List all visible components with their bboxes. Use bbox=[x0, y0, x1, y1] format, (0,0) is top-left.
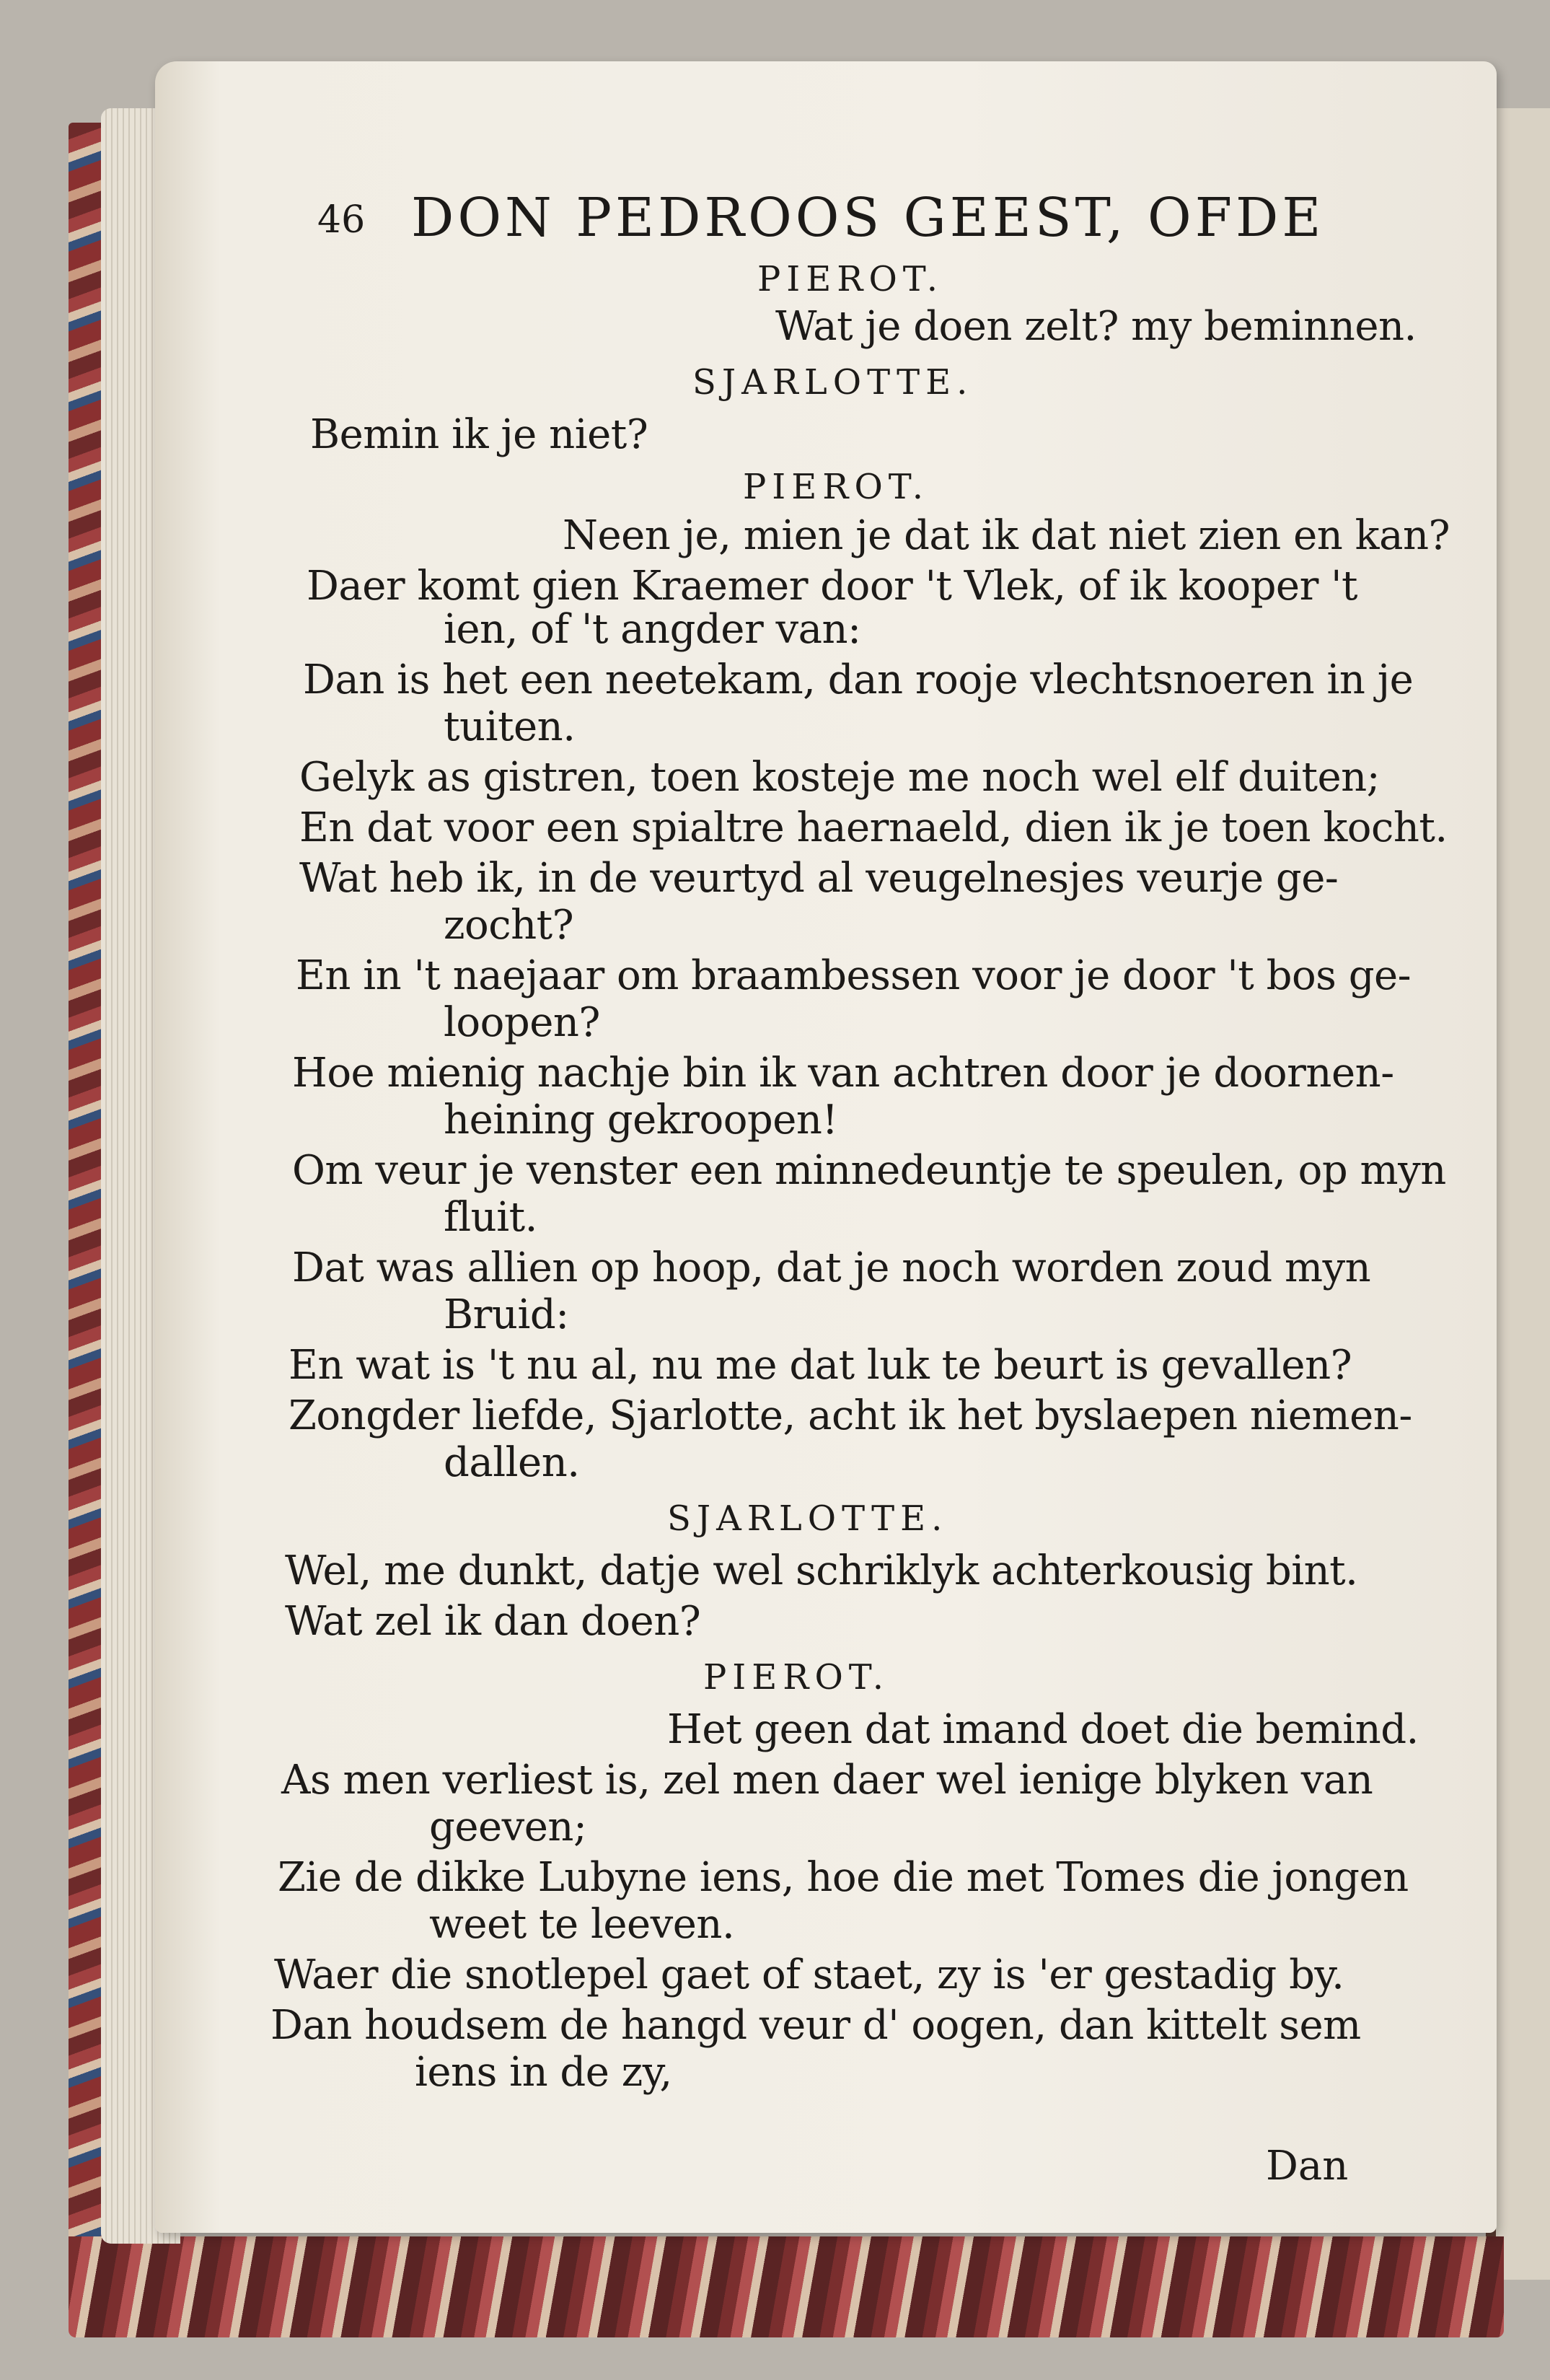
verse-turnover: tuiten. bbox=[444, 703, 576, 750]
verse-line: Waer die snotlepel gaet of staet, zy is 'er gestadig by. bbox=[274, 1951, 1344, 1998]
verse-turnover: geeven; bbox=[429, 1804, 587, 1850]
catchword: Dan bbox=[1266, 2143, 1349, 2190]
verse-line: Om veur je venster een minnedeuntje te speulen, op myn bbox=[292, 1147, 1446, 1194]
verse-turnover: loopen? bbox=[444, 999, 600, 1046]
verse-line: Hoe mienig nachje bin ik van achtren door je doornen- bbox=[292, 1050, 1394, 1097]
verse-line: Wat je doen zelt? my beminnen. bbox=[775, 303, 1417, 350]
verse-turnover: Bruid: bbox=[444, 1291, 569, 1338]
verse-line: Daer komt gien Kraemer door 't Vlek, of ik kooper 't bbox=[307, 563, 1358, 610]
verse-line: Gelyk as gistren, toen kosteje me noch wel elf duiten; bbox=[299, 754, 1381, 801]
verse-line: Dan houdsem de hangd veur d' oogen, dan kittelt sem bbox=[270, 2002, 1361, 2049]
verse-line: As men verliest is, zel men daer wel ienige blyken van bbox=[281, 1757, 1373, 1804]
verse-line: En dat voor een spialtre haernaeld, dien ik je toen kocht. bbox=[299, 804, 1448, 851]
verse-line: Zie de dikke Lubyne iens, hoe die met Tomes die jongen bbox=[278, 1854, 1409, 1901]
verse-line: En wat is 't nu al, nu me dat luk te beurt is gevallen? bbox=[289, 1342, 1352, 1389]
speaker-label: PIEROT. bbox=[703, 1657, 890, 1698]
speaker-label: SJARLOTTE. bbox=[692, 362, 974, 403]
verse-turnover: ien, of 't angder van: bbox=[444, 606, 861, 653]
page-number: 46 bbox=[317, 198, 366, 242]
speaker-label: SJARLOTTE. bbox=[667, 1498, 948, 1539]
marbled-cover-bottom bbox=[69, 2236, 1504, 2337]
verse-turnover: zocht? bbox=[444, 902, 574, 949]
verse-line: Wel, me dunkt, datje wel schriklyk achterkousig bint. bbox=[285, 1547, 1358, 1594]
verse-line: Dan is het een neetekam, dan rooje vlechtsnoeren in je bbox=[303, 657, 1414, 703]
speaker-label: PIEROT. bbox=[757, 259, 944, 299]
verse-line: Zongder liefde, Sjarlotte, acht ik het byslaepen niemen- bbox=[289, 1392, 1412, 1439]
verse-line: En in 't naejaar om braambessen voor je door 't bos ge- bbox=[296, 952, 1412, 999]
verse-turnover: iens in de zy, bbox=[415, 2049, 672, 2096]
verse-turnover: weet te leeven. bbox=[429, 1901, 735, 1948]
running-title: DON PEDROOS GEEST, OFDE bbox=[411, 187, 1325, 249]
verse-turnover: fluit. bbox=[444, 1194, 537, 1241]
verse-line: Wat heb ik, in de veurtyd al veugelnesjes veurje ge- bbox=[299, 855, 1339, 902]
verse-line: Bemin ik je niet? bbox=[310, 411, 648, 458]
verse-line: Neen je, mien je dat ik dat niet zien en kan? bbox=[563, 512, 1450, 559]
verse-turnover: dallen. bbox=[444, 1439, 580, 1486]
book-page bbox=[155, 61, 1497, 2233]
verse-line: Wat zel ik dan doen? bbox=[285, 1598, 701, 1645]
verse-line: Het geen dat imand doet die bemind. bbox=[667, 1706, 1419, 1753]
verse-turnover: heining gekroopen! bbox=[444, 1097, 838, 1143]
speaker-label: PIEROT. bbox=[743, 467, 930, 507]
verse-line: Dat was allien op hoop, dat je noch worden zoud myn bbox=[292, 1244, 1371, 1291]
